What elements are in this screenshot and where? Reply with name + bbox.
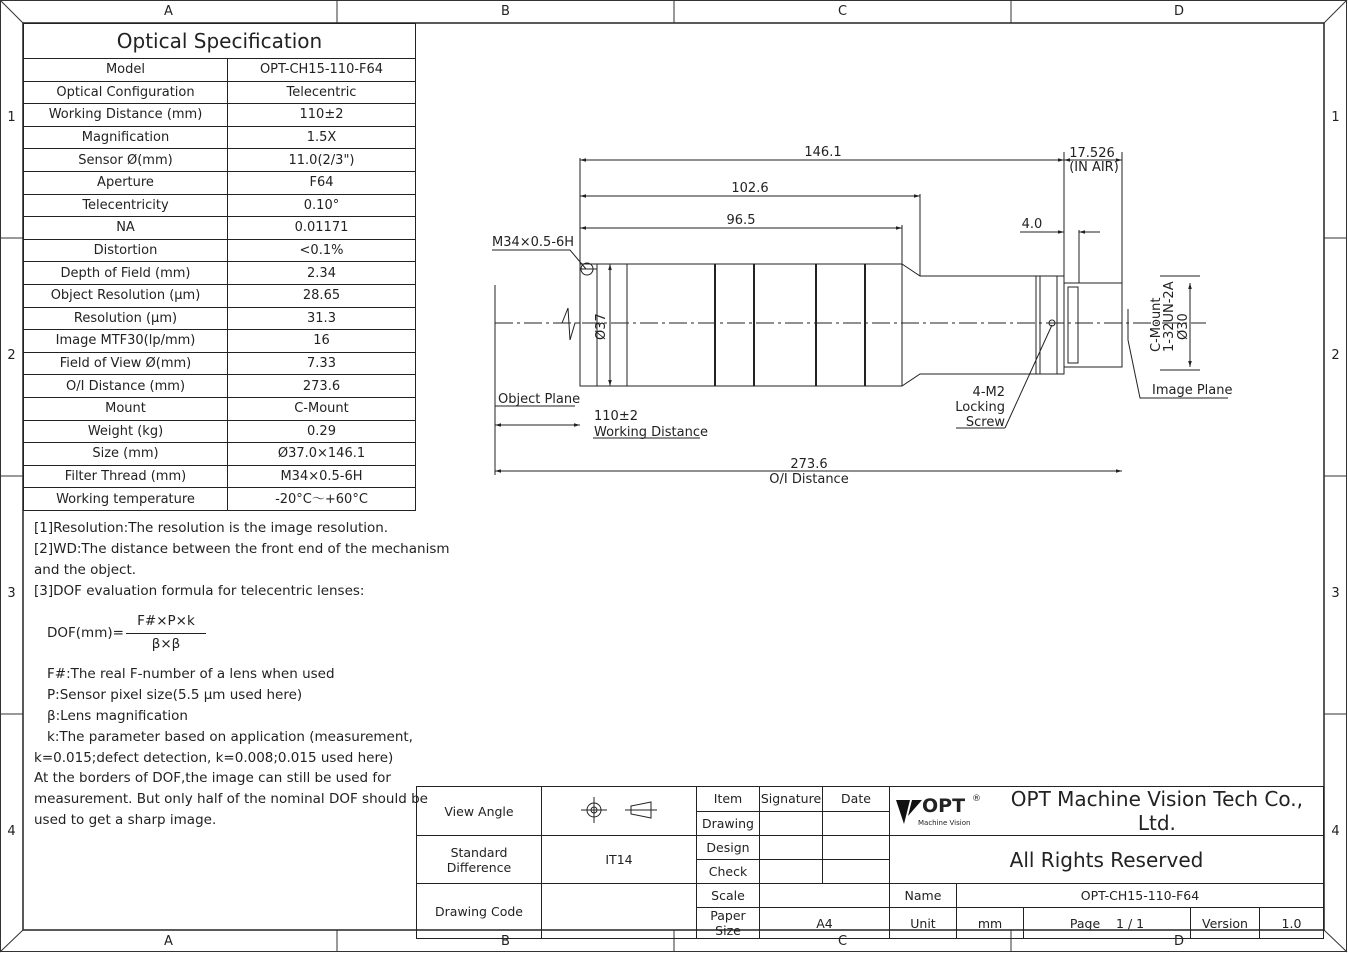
spec-value: 16 <box>228 330 416 353</box>
title-block <box>416 786 1324 939</box>
unit-value: mm <box>957 908 1024 939</box>
spec-value: 0.29 <box>228 420 416 443</box>
note-f: F#:The real F-number of a lens when used <box>47 666 335 682</box>
spec-label: NA <box>24 217 228 240</box>
item-label: Item <box>697 787 760 812</box>
note-wd-line1: [2]WD:The distance between the front end of the mechanism <box>34 541 450 557</box>
object-plane-label: Object Plane <box>498 392 581 407</box>
spec-label: Depth of Field (mm) <box>24 262 228 285</box>
note-borders-line3: used to get a sharp image. <box>34 812 217 828</box>
spec-value: OPT-CH15-110-F64 <box>228 59 416 82</box>
oi-label: O/I Distance <box>769 472 849 487</box>
dim-146: 146.1 <box>804 145 842 160</box>
spec-value: 0.01171 <box>228 217 416 240</box>
opt-logo-sub: Machine Vision <box>918 819 971 827</box>
note-dof-heading: [3]DOF evaluation formula for telecentric lenses: <box>34 583 365 599</box>
drawing-date <box>823 811 890 836</box>
spec-value: -20°C～+60°C <box>228 488 416 511</box>
view-angle-symbol <box>542 787 697 836</box>
spec-value: C-Mount <box>228 397 416 420</box>
spec-label: Filter Thread (mm) <box>24 465 228 488</box>
scale-value <box>760 884 890 908</box>
spec-label: Size (mm) <box>24 443 228 466</box>
dim-1026: 102.6 <box>731 181 769 196</box>
opt-logo-text: OPT <box>922 795 966 817</box>
spec-label: Model <box>24 59 228 82</box>
paper-size-value: A4 <box>760 908 890 939</box>
formula-denominator: β×β <box>151 636 181 652</box>
spec-value: 28.65 <box>228 284 416 307</box>
thread-callout: M34×0.5-6H <box>492 235 575 250</box>
design-signature <box>760 836 823 860</box>
spec-value: 31.3 <box>228 307 416 330</box>
zone-col-c-top: C <box>837 4 848 19</box>
zone-row-3-right: 3 <box>1331 586 1340 601</box>
spec-value: <0.1% <box>228 239 416 262</box>
zone-row-3-left: 3 <box>7 586 16 601</box>
spec-value: 110±2 <box>228 104 416 127</box>
cmount-label: C-Mount <box>1149 297 1164 352</box>
spec-label: Weight (kg) <box>24 420 228 443</box>
spec-label: Field of View Ø(mm) <box>24 352 228 375</box>
note-wd-line2: and the object. <box>34 562 137 578</box>
paper-size-label: Paper Size <box>697 908 760 939</box>
check-date <box>823 860 890 884</box>
unit-label: Unit <box>890 908 957 939</box>
std-diff-line1: Standard <box>450 844 508 860</box>
check-label: Check <box>697 860 760 884</box>
zone-col-c-bottom: C <box>837 934 848 949</box>
zone-row-2-left: 2 <box>7 348 16 363</box>
spec-label: Resolution (μm) <box>24 307 228 330</box>
std-diff-line2: Difference <box>446 859 512 875</box>
zone-col-d-bottom: D <box>1173 934 1184 949</box>
name-label: Name <box>890 884 957 908</box>
screw-line1: 4-M2 <box>972 385 1005 400</box>
drawing-code-label: Drawing Code <box>417 884 542 939</box>
signature-label: Signature <box>760 787 823 812</box>
spec-label: Object Resolution (μm) <box>24 284 228 307</box>
spec-value: 7.33 <box>228 352 416 375</box>
spec-value: F64 <box>228 171 416 194</box>
spec-label: Optical Configuration <box>24 81 228 104</box>
spec-value: Ø37.0×146.1 <box>228 443 416 466</box>
spec-label: Distortion <box>24 239 228 262</box>
design-date <box>823 836 890 860</box>
page-value: 1 / 1 <box>1116 915 1145 931</box>
registered-mark: ® <box>972 794 981 804</box>
note-p: P:Sensor pixel size(5.5 μm used here) <box>47 687 303 703</box>
image-plane-label: Image Plane <box>1152 383 1233 398</box>
zone-col-b-bottom: B <box>501 934 510 949</box>
spec-label: O/I Distance (mm) <box>24 375 228 398</box>
spec-label: Image MTF30(lp/mm) <box>24 330 228 353</box>
unthread-label: 1-32UN-2A <box>1162 281 1177 352</box>
zone-col-a-top: A <box>164 4 173 19</box>
company-name: OPT Machine Vision Tech Co., Ltd. <box>1010 787 1303 835</box>
it-value: IT14 <box>542 836 697 884</box>
dia30-label: Ø30 <box>1176 313 1191 340</box>
spec-label: Magnification <box>24 126 228 149</box>
page-cell <box>1024 908 1191 939</box>
spec-label: Working Distance (mm) <box>24 104 228 127</box>
design-label: Design <box>697 836 760 860</box>
wd-value: 110±2 <box>594 409 638 424</box>
scale-label: Scale <box>697 884 760 908</box>
check-signature <box>760 860 823 884</box>
drawing-code-value <box>542 884 697 939</box>
version-value: 1.0 <box>1260 908 1324 939</box>
dim-in-air: (IN AIR) <box>1069 160 1119 175</box>
zone-row-4-right: 4 <box>1331 824 1340 839</box>
drawing-row-label: Drawing <box>697 811 760 836</box>
date-label: Date <box>823 787 890 812</box>
spec-title: Optical Specification <box>24 24 416 59</box>
all-rights-reserved: All Rights Reserved <box>890 836 1324 884</box>
opt-logo <box>894 794 985 828</box>
name-value: OPT-CH15-110-F64 <box>957 884 1324 908</box>
screw-line3: Screw <box>965 415 1005 430</box>
spec-label: Telecentricity <box>24 194 228 217</box>
spec-value: M34×0.5-6H <box>228 465 416 488</box>
formula-lhs: DOF(mm)= <box>47 625 124 641</box>
note-resolution: [1]Resolution:The resolution is the image resolution. <box>34 520 389 536</box>
zone-row-2-right: 2 <box>1331 348 1340 363</box>
page-label: Page <box>1069 915 1101 931</box>
zone-col-a-bottom: A <box>164 934 173 949</box>
note-borders-line1: At the borders of DOF,the image can still be used for <box>34 770 391 786</box>
formula-numerator: F#×P×k <box>137 613 195 629</box>
spec-label: Mount <box>24 397 228 420</box>
screw-line2: Locking <box>955 400 1005 415</box>
spec-value: Telecentric <box>228 81 416 104</box>
spec-value: 273.6 <box>228 375 416 398</box>
wd-label: Working Distance <box>594 425 708 440</box>
spec-label: Aperture <box>24 171 228 194</box>
note-k-line1: k:The parameter based on application (measurement, <box>47 729 413 745</box>
zone-row-1-right: 1 <box>1331 110 1340 125</box>
std-diff-label <box>417 836 542 884</box>
note-k-line2: k=0.015;defect detection, k=0.008;0.015 used here) <box>34 750 394 766</box>
dia37-label: Ø37 <box>594 313 609 340</box>
note-borders-line2: measurement. But only half of the nominal DOF should be <box>34 791 428 807</box>
spec-value: 2.34 <box>228 262 416 285</box>
spec-label: Working temperature <box>24 488 228 511</box>
spec-value: 0.10° <box>228 194 416 217</box>
projection-symbol-icon <box>569 795 669 825</box>
spec-label: Sensor Ø(mm) <box>24 149 228 172</box>
oi-value: 273.6 <box>790 457 828 472</box>
zone-row-1-left: 1 <box>7 110 16 125</box>
zone-row-4-left: 4 <box>7 824 16 839</box>
dim-965: 96.5 <box>726 213 756 228</box>
spec-value: 11.0(2/3") <box>228 149 416 172</box>
view-angle-label: View Angle <box>417 787 542 836</box>
zone-col-b-top: B <box>501 4 510 19</box>
note-beta: β:Lens magnification <box>47 708 188 724</box>
dim-17526: 17.526 <box>1069 146 1115 161</box>
drawing-signature <box>760 811 823 836</box>
company-cell <box>890 787 1324 836</box>
spec-value: 1.5X <box>228 126 416 149</box>
zone-col-d-top: D <box>1173 4 1184 19</box>
dim-40: 4.0 <box>1021 217 1043 232</box>
version-label: Version <box>1191 908 1260 939</box>
